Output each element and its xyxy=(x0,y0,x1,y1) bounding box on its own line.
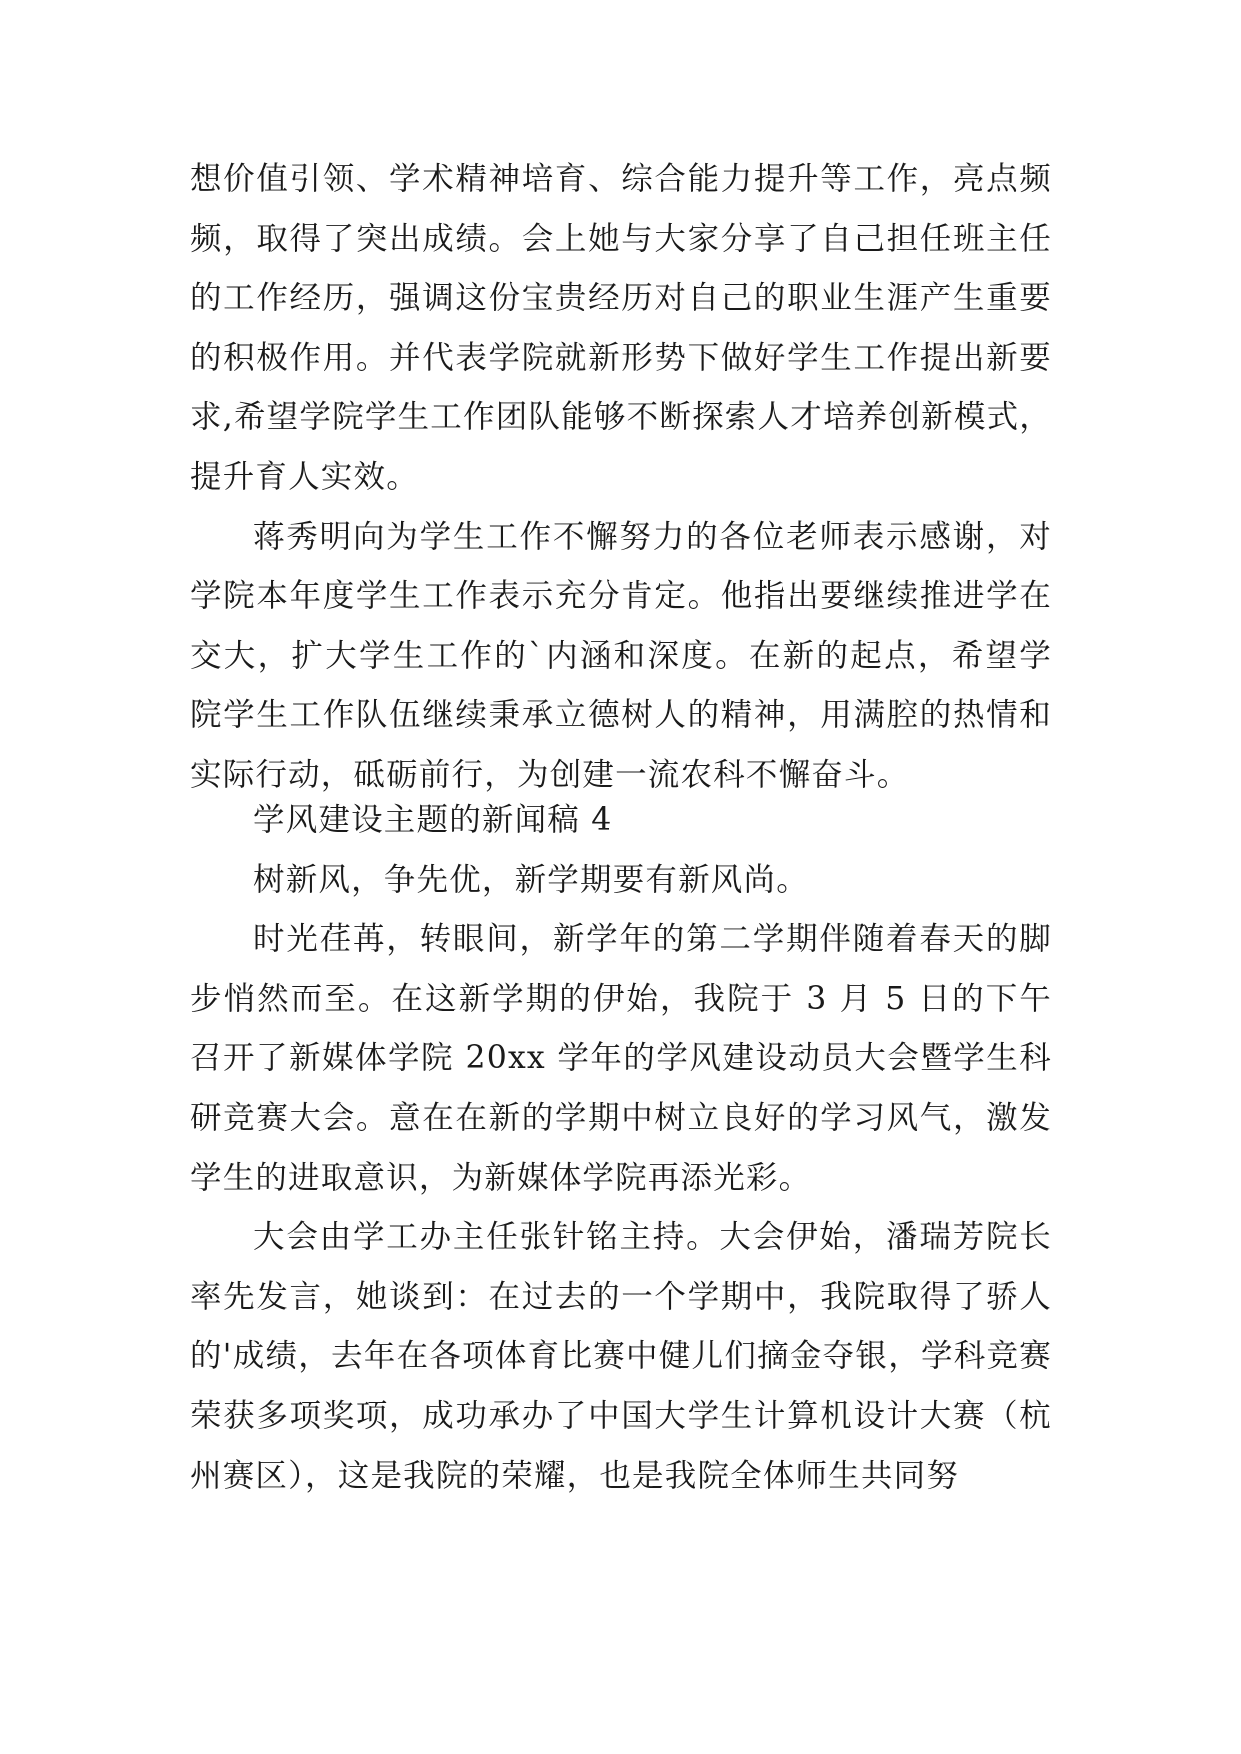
paragraph-meeting-speech: 大会由学工办主任张针铭主持。大会伊始，潘瑞芳院长率先发言，她谈到：在过去的一个学期中，我院取得了骄人的'成绩，去年在各项体育比赛中健儿们摘金夺银，学科竞赛荣获多项奖项，成功承办了中国大学生计算机设计大赛（杭州赛区），这是我院的荣耀，也是我院全体师生共同努 xyxy=(190,1219,1052,1494)
paragraph-continuation: 想价值引领、学术精神培育、综合能力提升等工作，亮点频频，取得了突出成绩。会上她与大家分享了自己担任班主任的工作经历，强调这份宝贵经历对自己的职业生涯产生重要的积极作用。并代表学院就新形势下做好学生工作提出新要求,希望学院学生工作团队能够不断探索人才培养创新模式，提升育人实效。 xyxy=(190,161,1052,495)
article-continuation xyxy=(190,150,1052,806)
paragraph-meeting-intro: 时光荏苒，转眼间，新学年的第二学期伴随着春天的脚步悄然而至。在这新学期的伊始，我院于 3 月 5 日的下午召开了新媒体学院 20xx 学年的学风建设动员大会暨学生科研竞赛大会。意在在新的学期中树立良好的学习风气，激发学生的进取意识，为新媒体学院再添光彩。 xyxy=(190,921,1052,1196)
paragraph-slogan: 树新风，争先优，新学期要有新风尚。 xyxy=(253,861,809,898)
article-section-4 xyxy=(190,791,1052,1506)
paragraph-acknowledgement: 蒋秀明向为学生工作不懈努力的各位老师表示感谢，对学院本年度学生工作表示充分肯定。他指出要继续推进学在交大，扩大学生工作的`内涵和深度。在新的起点，希望学院学生工作队伍继续秉承立德树人的精神，用满腔的热情和实际行动，砥砺前行，为创建一流农科不懈奋斗。 xyxy=(190,518,1052,793)
section-heading: 学风建设主题的新闻稿 4 xyxy=(253,802,613,838)
